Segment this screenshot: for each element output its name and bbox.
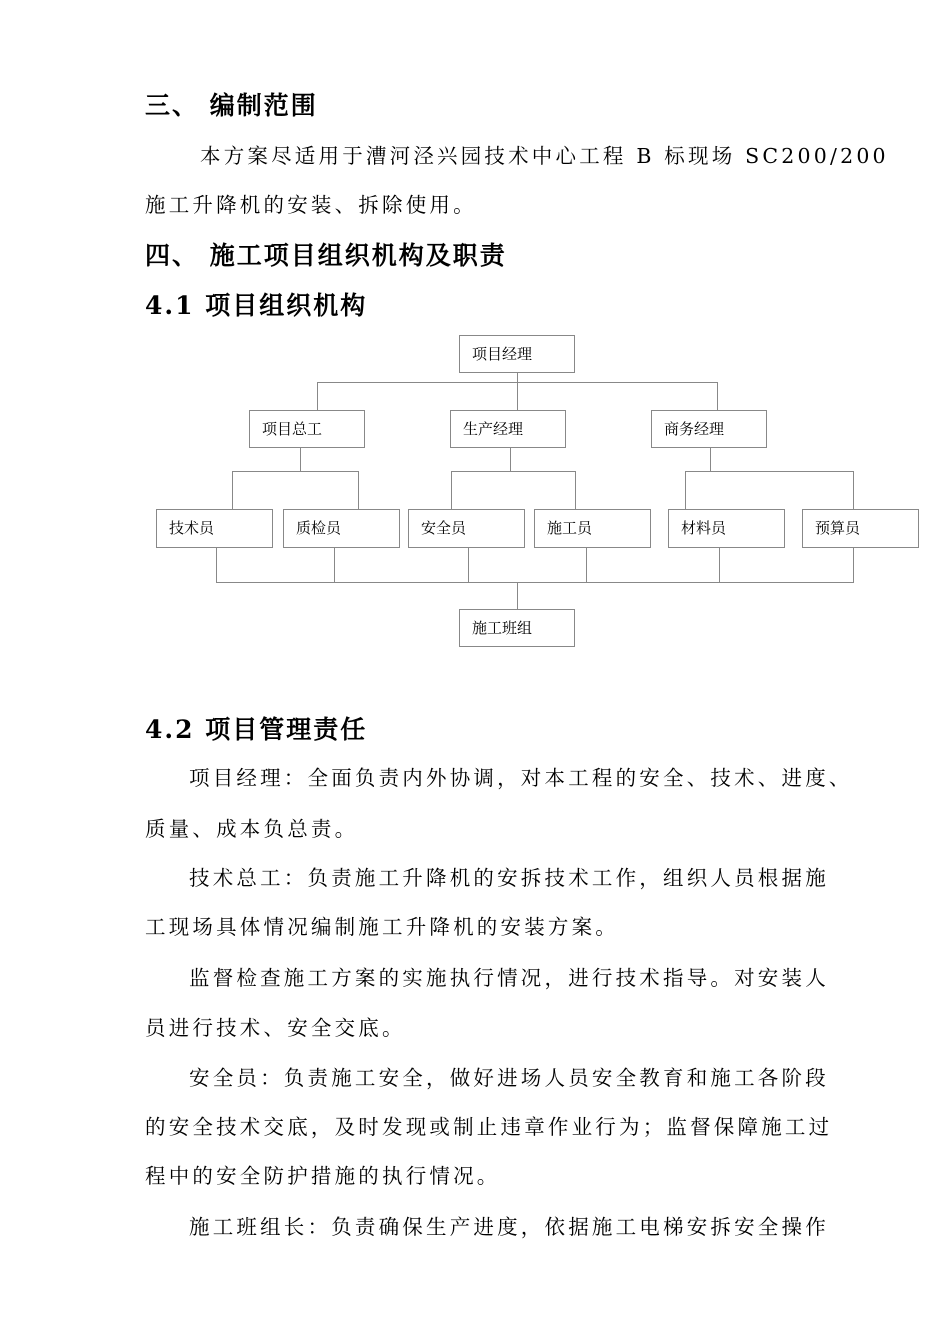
body-line: 技术总工：负责施工升降机的安拆技术工作，组织人员根据施 <box>189 866 829 890</box>
section-3-line-1: 本方案尽适用于漕河泾兴园技术中心工程 B 标现场 SC200/200 <box>200 144 889 168</box>
org-node-construction-team: 施工班组 <box>459 609 575 647</box>
body-line: 项目经理：全面负责内外协调，对本工程的安全、技术、进度、 <box>189 766 853 790</box>
body-line: 安全员：负责施工安全，做好进场人员安全教育和施工各阶段 <box>189 1066 829 1090</box>
org-node-technician: 技术员 <box>156 509 273 548</box>
org-node-construction-worker: 施工员 <box>534 509 651 548</box>
body-line: 程中的安全防护措施的执行情况。 <box>145 1164 501 1188</box>
body-line: 监督检查施工方案的实施执行情况，进行技术指导。对安装人 <box>189 966 829 990</box>
org-node-project-manager: 项目经理 <box>459 335 575 373</box>
org-node-budget-officer: 预算员 <box>802 509 919 548</box>
org-connector <box>575 471 576 509</box>
org-connector <box>719 547 720 583</box>
section-3-heading: 三、 编制范围 <box>145 91 318 120</box>
org-connector <box>517 382 518 410</box>
org-connector <box>232 471 233 509</box>
section-4-heading: 四、 施工项目组织机构及职责 <box>145 241 507 270</box>
org-node-safety-officer: 安全员 <box>408 509 525 548</box>
org-connector <box>710 447 711 472</box>
org-connector <box>216 547 217 583</box>
org-node-production-manager: 生产经理 <box>450 410 566 448</box>
org-connector <box>317 382 318 410</box>
org-connector <box>717 382 718 410</box>
org-connector <box>300 447 301 472</box>
body-line: 质量、成本负总责。 <box>145 817 359 841</box>
org-connector <box>216 582 853 583</box>
section-4-2-heading: 4.2 项目管理责任 <box>145 715 368 744</box>
section-4-1-heading: 4.1 项目组织机构 <box>145 291 368 320</box>
org-connector <box>517 582 518 609</box>
org-node-quality-inspector: 质检员 <box>283 509 400 548</box>
org-connector <box>468 547 469 583</box>
org-connector <box>685 471 686 509</box>
org-node-materials-officer: 材料员 <box>668 509 785 548</box>
body-line: 的安全技术交底，及时发现或制止违章作业行为；监督保障施工过 <box>145 1115 833 1139</box>
org-connector <box>334 547 335 583</box>
section-3-line-2: 施工升降机的安装、拆除使用。 <box>145 193 477 217</box>
org-connector <box>358 471 359 509</box>
org-connector <box>586 547 587 583</box>
body-line: 工现场具体情况编制施工升降机的安装方案。 <box>145 915 619 939</box>
body-line: 员进行技术、安全交底。 <box>145 1016 406 1040</box>
org-node-chief-engineer: 项目总工 <box>249 410 365 448</box>
org-connector <box>853 471 854 509</box>
body-line: 施工班组长：负责确保生产进度，依据施工电梯安拆安全操作 <box>189 1215 829 1239</box>
org-connector <box>232 471 358 472</box>
org-connector <box>853 547 854 583</box>
org-node-business-manager: 商务经理 <box>651 410 767 448</box>
org-connector <box>451 471 452 509</box>
org-connector <box>451 471 575 472</box>
org-connector <box>510 447 511 472</box>
org-connector <box>685 471 853 472</box>
